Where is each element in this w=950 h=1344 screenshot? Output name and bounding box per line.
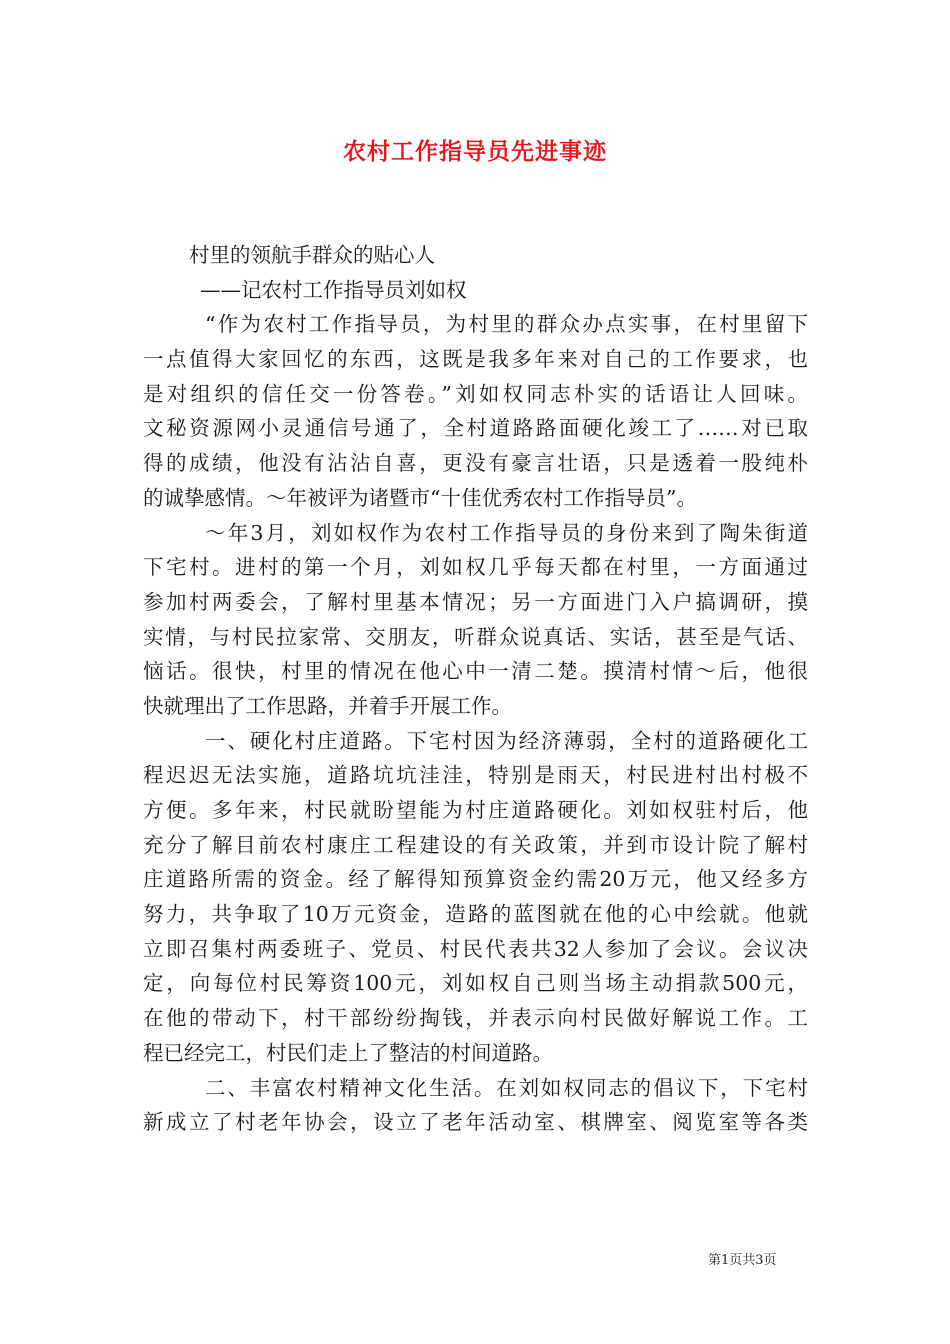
document-title: 农村工作指导员先进事迹 [343, 138, 607, 165]
text-line: 得的成绩，他没有沾沾自喜，更没有豪言壮语，只是透着一股纯朴 [143, 451, 808, 476]
text-line: 二、丰富农村精神文化生活。在刘如权同志的倡议下，下宅村 [205, 1075, 808, 1100]
text-line: 文秘资源网小灵通信号通了，全村道路路面硬化竣工了……对已取 [143, 416, 808, 441]
text-line: 定，向每位村民筹资100元，刘如权自己则当场主动捐款500元， [143, 971, 808, 996]
text-line: “作为农村工作指导员，为村里的群众办点实事，在村里留下 [205, 312, 808, 337]
text-line: 的诚挚感情。～年被评为诸暨市“十佳优秀农村工作指导员”。 [143, 485, 697, 510]
subtitle-line: 村里的领航手群众的贴心人 [189, 243, 435, 267]
text-line: 快就理出了工作思路，并着手开展工作。 [143, 693, 512, 718]
document-body [143, 238, 808, 1140]
text-line: 程已经完工，村民们走上了整洁的村间道路。 [143, 1040, 553, 1065]
text-line: 立即召集村两委班子、党员、村民代表共32人参加了会议。会议决 [143, 936, 808, 961]
page-number: 第1页共3页 [708, 1253, 777, 1268]
text-line: 一、硬化村庄道路。下宅村因为经济薄弱，全村的道路硬化工 [205, 728, 808, 753]
byline: ——记农村工作指导员刘如权 [200, 277, 467, 302]
text-line: 方便。多年来，村民就盼望能为村庄道路硬化。刘如权驻村后，他 [143, 798, 808, 822]
text-line: 一点值得大家回忆的东西，这既是我多年来对自己的工作要求，也 [143, 347, 808, 372]
text-line: 充分了解目前农村康庄工程建设的有关政策，并到市设计院了解村 [143, 832, 808, 857]
text-line: ～年3月，刘如权作为农村工作指导员的身份来到了陶朱街道 [205, 520, 808, 545]
text-line: 恼话。很快，村里的情况在他心中一清二楚。摸清村情～后，他很 [143, 659, 808, 684]
text-line: 在他的带动下，村干部纷纷掏钱，并表示向村民做好解说工作。工 [143, 1006, 808, 1031]
text-line: 是对组织的信任交一份答卷。”刘如权同志朴实的话语让人回味。 [143, 381, 808, 406]
text-line: 参加村两委会，了解村里基本情况；另一方面进门入户搞调研，摸 [143, 589, 808, 614]
text-line: 新成立了村老年协会，设立了老年活动室、棋牌室、阅览室等各类 [143, 1110, 808, 1135]
text-line: 努力，共争取了10万元资金，造路的蓝图就在他的心中绘就。他就 [143, 902, 808, 927]
text-line: 实情，与村民拉家常、交朋友，听群众说真话、实话，甚至是气话、 [143, 624, 808, 649]
text-line: 下宅村。进村的第一个月，刘如权几乎每天都在村里，一方面通过 [143, 555, 808, 580]
text-line: 程迟迟无法实施，道路坑坑洼洼，特别是雨天，村民进村出村极不 [143, 763, 808, 788]
text-line: 庄道路所需的资金。经了解得知预算资金约需20万元，他又经多方 [143, 867, 808, 892]
